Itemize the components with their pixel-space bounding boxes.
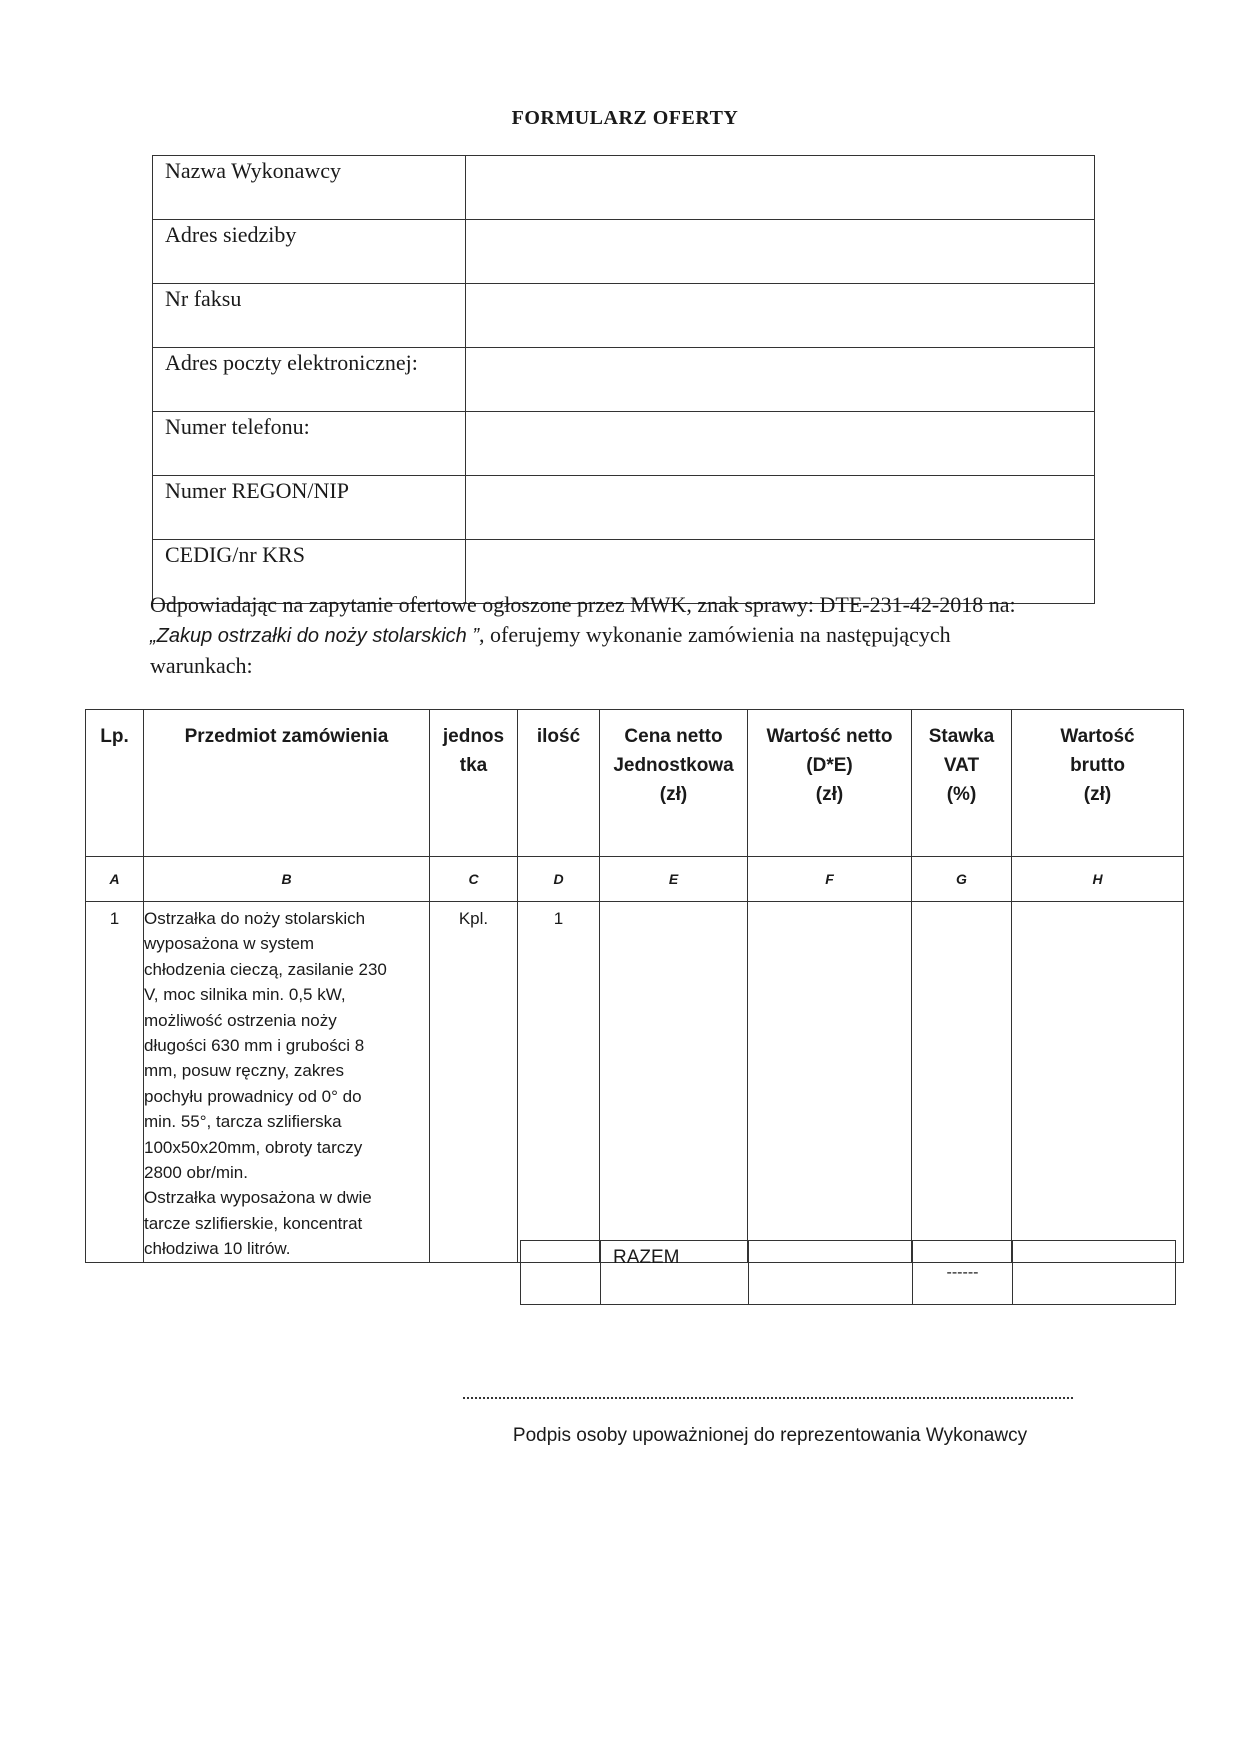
row-description xyxy=(144,902,430,1263)
header-unit: jednos tka xyxy=(430,710,518,857)
contractor-field-label: Adres poczty elektronicznej: xyxy=(153,348,466,412)
totals-net-value[interactable] xyxy=(749,1241,913,1305)
totals-row xyxy=(521,1241,1176,1305)
header-unit-price: Cena netto Jednostkowa (zł) xyxy=(600,710,748,857)
contractor-field-row xyxy=(153,348,1095,412)
column-letter: A xyxy=(86,857,144,902)
row-net-value[interactable] xyxy=(748,902,912,1263)
contractor-field-label: Numer telefonu: xyxy=(153,412,466,476)
signature-line[interactable] xyxy=(463,1397,1073,1399)
contractor-field-label: CEDIG/nr KRS xyxy=(153,540,466,604)
contractor-info-table xyxy=(152,155,1095,604)
column-letter: D xyxy=(518,857,600,902)
description-line: wyposażona w system xyxy=(144,934,315,954)
contractor-field-label: Nr faksu xyxy=(153,284,466,348)
contractor-field-value[interactable] xyxy=(466,348,1095,412)
offer-intro-paragraph xyxy=(150,590,1110,681)
totals-label: RAZEM xyxy=(601,1241,749,1305)
description-line: 100x50x20mm, obroty tarczy xyxy=(144,1137,363,1157)
totals-blank-cell xyxy=(521,1241,601,1305)
column-letter: C xyxy=(430,857,518,902)
contractor-field-value[interactable] xyxy=(466,220,1095,284)
description-line: chłodzenia cieczą, zasilanie 230 xyxy=(144,959,387,979)
order-header-row xyxy=(86,710,1184,857)
header-item: Przedmiot zamówienia xyxy=(144,710,430,857)
column-letter: H xyxy=(1012,857,1184,902)
header-qty: ilość xyxy=(518,710,600,857)
contractor-field-value[interactable] xyxy=(466,156,1095,220)
description-line: mm, posuw ręczny, zakres xyxy=(144,1061,344,1081)
header-lp: Lp. xyxy=(86,710,144,857)
contractor-field-value[interactable] xyxy=(466,476,1095,540)
row-qty: 1 xyxy=(518,902,600,1263)
document-title: FORMULARZ OFERTY xyxy=(511,107,739,129)
row-gross-value[interactable] xyxy=(1012,902,1184,1263)
contractor-field-label: Adres siedziby xyxy=(153,220,466,284)
description-line: chłodziwa 10 litrów. xyxy=(144,1239,291,1259)
description-line: V, moc silnika min. 0,5 kW, xyxy=(144,985,346,1005)
description-line: tarcze szlifierskie, koncentrat xyxy=(144,1213,363,1233)
row-unit-price[interactable] xyxy=(600,902,748,1263)
contractor-field-label: Nazwa Wykonawcy xyxy=(153,156,466,220)
column-letter: B xyxy=(144,857,430,902)
totals-gross-value[interactable] xyxy=(1013,1241,1176,1305)
column-letter-row xyxy=(86,857,1184,902)
description-line: możliwość ostrzenia noży xyxy=(144,1010,337,1030)
contractor-field-row xyxy=(153,156,1095,220)
header-gross-value: Wartość brutto (zł) xyxy=(1012,710,1184,857)
row-vat-rate[interactable] xyxy=(912,902,1012,1263)
table-row xyxy=(86,902,1184,1263)
header-net-value: Wartość netto (D*E) (zł) xyxy=(748,710,912,857)
totals-table xyxy=(520,1240,1176,1305)
order-subject: „Zakup ostrzałki do noży stolarskich ” xyxy=(150,625,480,647)
description-line: długości 630 mm i grubości 8 xyxy=(144,1036,365,1056)
intro-line-1: Odpowiadając na zapytanie ofertowe ogłoszone przez MWK, znak sprawy: DTE-231-42-2018 na: xyxy=(150,592,1016,617)
row-unit: Kpl. xyxy=(430,902,518,1263)
contractor-field-value[interactable] xyxy=(466,284,1095,348)
contractor-field-row xyxy=(153,476,1095,540)
column-letter: G xyxy=(912,857,1012,902)
contractor-field-row xyxy=(153,220,1095,284)
contractor-field-row xyxy=(153,412,1095,476)
contractor-field-row xyxy=(153,284,1095,348)
contractor-field-label: Numer REGON/NIP xyxy=(153,476,466,540)
intro-line-3: warunkach: xyxy=(150,653,253,678)
description-line: Ostrzałka wyposażona w dwie xyxy=(144,1188,372,1208)
header-vat-rate: Stawka VAT (%) xyxy=(912,710,1012,857)
description-line: min. 55°, tarcza szlifierska xyxy=(144,1112,342,1132)
order-table xyxy=(85,709,1184,1263)
row-lp: 1 xyxy=(86,902,144,1263)
column-letter: F xyxy=(748,857,912,902)
description-line: pochyłu prowadnicy od 0° do xyxy=(144,1086,362,1106)
contractor-field-value[interactable] xyxy=(466,412,1095,476)
intro-line-2: , oferujemy wykonanie zamówienia na następujących xyxy=(479,622,951,647)
totals-vat-placeholder: ------ xyxy=(913,1241,1013,1305)
signature-caption: Podpis osoby upoważnionej do reprezentowania Wykonawcy xyxy=(512,1425,1028,1446)
description-line: Ostrzałka do noży stolarskich xyxy=(144,909,366,928)
column-letter: E xyxy=(600,857,748,902)
description-line: 2800 obr/min. xyxy=(144,1163,248,1183)
